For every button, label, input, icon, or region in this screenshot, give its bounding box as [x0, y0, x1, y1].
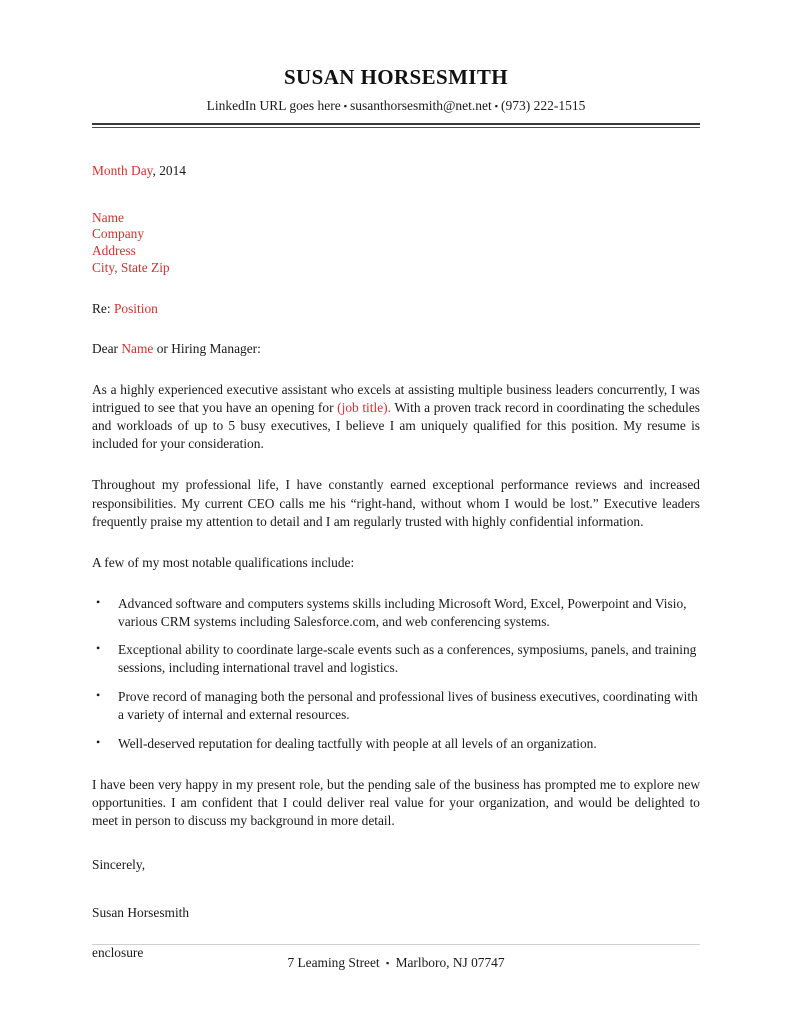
- signature-name: Susan Horsesmith: [92, 904, 190, 920]
- letter-body: [92, 128, 700, 961]
- salutation-name[interactable]: Name: [121, 341, 154, 357]
- salutation-prefix: Dear: [92, 341, 122, 357]
- list-item: [92, 595, 700, 631]
- recipient-company[interactable]: Company: [92, 226, 145, 242]
- spacer: [92, 453, 700, 476]
- spacer: [92, 830, 700, 856]
- letter-sheet: [92, 0, 700, 961]
- footer-address: [92, 955, 700, 971]
- contact-line: [92, 98, 700, 115]
- recipient-city-state-zip[interactable]: City, State Zip: [92, 259, 170, 275]
- page-title: SUSAN HORSESMITH: [283, 65, 509, 89]
- bullet-icon: •: [96, 688, 101, 703]
- date-year: , 2014: [152, 162, 186, 178]
- bullet-icon: •: [96, 734, 101, 749]
- spacer: [92, 572, 700, 595]
- spacer: [92, 358, 700, 381]
- letterhead: [92, 0, 700, 128]
- spacer: [92, 180, 700, 210]
- list-item: [92, 735, 700, 753]
- bullet-icon: •: [96, 641, 101, 656]
- paragraph-1-part-2: With a proven track record in coordinating the schedules and workloads of up to 5 busy executives, I believe I am uniquely qualified for this position. My resume is included for your consideration.: [92, 400, 700, 452]
- linkedin-url[interactable]: LinkedIn URL goes here: [206, 98, 341, 114]
- page-footer: [92, 944, 700, 971]
- email-address[interactable]: susanthorsesmith@net.net: [349, 98, 492, 114]
- list-item: [92, 641, 700, 677]
- paragraph-2: Throughout my professional life, I have constantly earned exceptional performance reviews and increased responsibilities. My current CEO calls me his “right-hand, without whom I would be lost.” Executive leaders frequently praise my attention to detail and I am regularly trusted with highly confidential information.: [92, 477, 700, 529]
- paragraph-1-part-1: As a highly experienced executive assistant who excels at assisting multiple business leaders concurrently, I was intrigued to see that you have an opening for: [92, 382, 700, 416]
- separator-square-icon: ▪: [494, 100, 498, 111]
- spacer: [92, 317, 700, 340]
- list-item-text: Advanced software and computers systems skills including Microsoft Word, Excel, Powerpoint and Visio, various CRM systems including Salesforce.com, and web conferencing systems.: [118, 595, 687, 629]
- bullet-icon: •: [96, 594, 101, 609]
- salutation-suffix: or Hiring Manager:: [153, 341, 261, 357]
- spacer: [92, 921, 700, 944]
- list-item-text: Well-deserved reputation for dealing tactfully with people at all levels of an organization.: [118, 735, 597, 751]
- spacer: [92, 277, 700, 300]
- job-title-placeholder[interactable]: (job title).: [337, 400, 391, 416]
- paragraph-3: I have been very happy in my present role, but the pending sale of the business has prompted me to explore new opportunities. I am confident that I could deliver real value for your organization, and would be delighted to meet in person to discuss my background in more detail.: [92, 776, 700, 828]
- date-placeholder[interactable]: Month Day: [92, 162, 153, 178]
- recipient-address-block: [92, 210, 700, 277]
- spacer: [92, 753, 700, 776]
- footer-divider: [92, 944, 700, 945]
- qualifications-list: [92, 595, 700, 753]
- qualifications-intro: A few of my most notable qualifications include:: [92, 554, 355, 570]
- separator-square-icon: ▪: [386, 957, 390, 968]
- recipient-name[interactable]: Name: [92, 209, 124, 225]
- list-item: [92, 688, 700, 724]
- subject-value[interactable]: Position: [113, 300, 158, 316]
- date-line: [92, 162, 700, 180]
- paragraph-1: [92, 381, 700, 453]
- footer-city-state-zip: Marlboro, NJ 07747: [392, 955, 505, 970]
- footer-street: 7 Leaming Street: [287, 955, 384, 970]
- phone-number: (973) 222-1515: [500, 98, 586, 114]
- enclosure-note: enclosure: [92, 944, 144, 960]
- spacer: [92, 874, 700, 904]
- recipient-address[interactable]: Address: [92, 243, 136, 259]
- spacer: [92, 531, 700, 554]
- list-item-text: Exceptional ability to coordinate large-scale events such as a conferences, symposiums, panels, and training sessions, including international travel and logistics.: [118, 642, 697, 676]
- closing: Sincerely,: [92, 856, 146, 872]
- separator-square-icon: ▪: [343, 100, 347, 111]
- subject-line: [92, 300, 700, 318]
- list-item-text: Prove record of managing both the personal and professional lives of business executives, coordinating with a variety of internal and external resources.: [118, 689, 698, 722]
- subject-label: Re:: [92, 300, 114, 316]
- salutation: [92, 340, 700, 358]
